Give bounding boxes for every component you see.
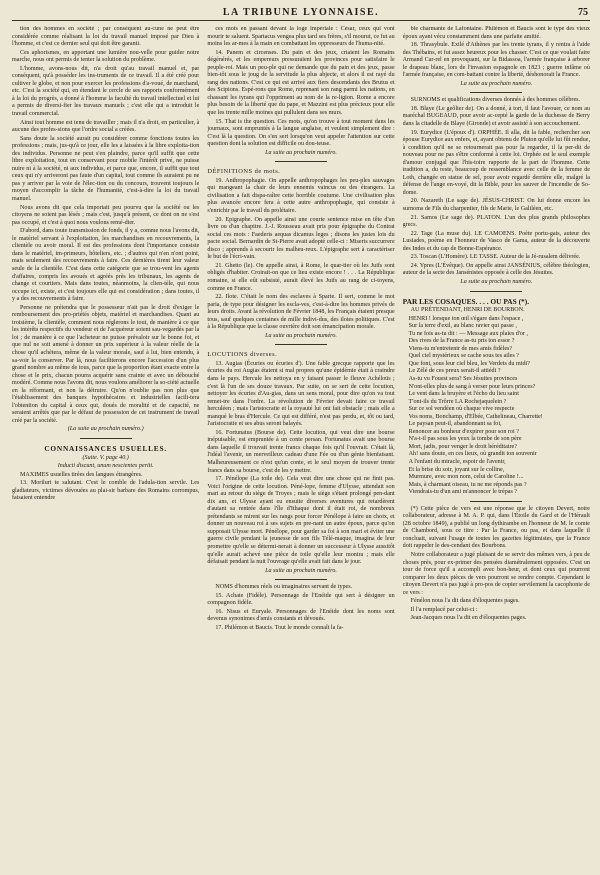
paragraph: ble charmante de Lafontaine. Philémon et Baucis sont le type des vieux époux ayant vécu constamment dans une parfaite amitié. xyxy=(402,26,590,40)
paragraph: L'homme, avons-nous dit, n'a droit qu'au travail manuel et, par conséquent, qu'à posséder les ins-truments de ce travail. Il a été créé pour cultiver le globe, et non pour exercer les professions d'a-voué, de marchand, etc. C'est la société qui, en étendant le cercle de ses rapports conformément à la loi du progrès, a donné à l'homme la faculté du travail intellectuel et lui a permis de diversi-fier les travaux manuels ; c'est elle qui a introduit le travail commercial. xyxy=(12,65,200,118)
paragraph: 16. Fortunatus (Bourse de). Cette locution, qui veut dire une bourse inépuisable, est empruntée à un conte persan. Fortunatus avait une bourse dans laquelle il trouvait trente francs chaque fois qu'il l'ouvrait. C'était là, l'idéal l'avenir, un merveilleux cadeau d'une Fée ou d'un génie bienfaisant. Malheureusement ce n'est qu'un conte, et le seul moyen de trouver trente francs dans sa bourse, c'est de les y mettre. xyxy=(207,429,395,474)
paragraph: Ainsi tout homme est tenu de travailler ; mais il n'a droit, en particulier, à aucune des profes-sions que l'ordre social a créées. xyxy=(12,119,200,134)
paragraph: 18. Blaye (Le geôlier de). On a donné, à tort, il faut l'avouer, ce nom au maréchal BUGEAUD, pour avoir ac-cepté la garde de la duchesse de Berry dans la citadelle de Blaye (Gironde) et avoir assisté à son accouchement. xyxy=(402,105,590,128)
verse-line: Murmure, avec mon nom, celui de Caroline !... xyxy=(408,474,524,481)
section-title: NOMS d'hommes réels ou imaginaires servant de types. xyxy=(215,584,353,591)
divider xyxy=(275,579,327,580)
verse-line: Ah! sans doute, en ces lieux, où grandit ton souvenir xyxy=(408,451,537,458)
verse-line: N'a-t-il pas sous les yeux la tombe de son père xyxy=(408,436,522,443)
page-header xyxy=(12,6,590,21)
paragraph: 19. Eurydice (L'époux d'). ORPHÉE. Il alla, dit la fable, rechercher son épouse Eurydice aux enfers, et, ayant obtenu de Pluton qu'elle lui fût rendue, à condition qu'il ne se retournerait pas pour la regarder, il la per-dit de nouveau pour ne pas s'être conformé à cette loi. Orphée est le seul exemple d'amour conjugal que l'his-toire rapporte de la part de l'homme. Cette tradition a, du reste, beaucoup de ressemblance avec celle de la femme de Loth, changée en statue de sel, pour avoir regardé derrière elle, malgré la défense de l'ange en-voyé, dit la Bible, pour les sauver de l'incendie de So-dome. xyxy=(402,129,590,196)
footnote: (*) Cette pièce de vers est une réponse que le citoyen Devert, notre collaborateur, adresse à M. A. P. qui, dans l'Étoile du Gard et de l'Hérault (28 octobre 1849), a publié un long dythirambe en l'honneur de M. le comte de Chambord, sous ce titre : Par la France, ou pas, et dans laquelle il concluait, suivant l'usage de toutes les gazettes légitimistes, que la France doit rappeler le des-cendant des Bourbons. xyxy=(402,505,590,550)
verse-line: As-tu vu Fouest sera? Ses Jésuites provinces xyxy=(408,375,518,382)
verse-line: Mort, jadis, pour venger le droit héréditaire? xyxy=(408,443,517,450)
verse-line: Sur ce sol vendéen où chaque vive respecte xyxy=(408,406,515,413)
continuation-note: La suite au prochain numéro. xyxy=(265,567,337,574)
verse-line: Le paysan peut-il, abandonnant sa foi, xyxy=(408,421,502,428)
divider xyxy=(470,501,522,502)
continuation-note: La suite au prochain numéro. xyxy=(460,278,533,285)
divider xyxy=(275,344,327,345)
section-title: SURNOMS et qualifications diverses donnés à des hommes célèbres. xyxy=(410,97,581,104)
verse-line: Le vent dans la bruyère et l'écho du lieu saint xyxy=(408,391,519,398)
paragraph: 22. Tage (La muse du). LE CAMOENS. Poète portu-gais, auteur des Lusiades, poème en l'honneur de Vasco de Gama, auteur de la découverte des Indes et du cap de Bonne-Espérance. xyxy=(402,230,590,252)
continuation-note: (La suite au prochain numéro.) xyxy=(67,426,144,433)
paragraph: 14. Panem et circenses. Du pain et des jeux, criaient les Romains dégénérés, et les empereurs pressuraient les provinces pour satisfaire le peuple-roi. Mais un peu-ple qui ne demande que du pain et des jeux, passe bien-tôt sous le joug de la servitude la plus abjecte, et alors il est rayé du rang des nations. C'est ce qui est arrivé aux fiers descendants des Brutus et des Scipions. Espé-rons que Rome, reprenant son rang parmi les nations, en chassant les tyrans qui l'oppriment au nom de la re-ligion. Rome a encore plus besoin de la liberté que du pape, et Mazzini est plus précieux pour elle que les trente mille moines qui pullulent dans ses murs. xyxy=(207,49,395,117)
verse-line: Renoncer au bonheur d'expirer pour son roi ? xyxy=(408,428,519,435)
verse-line: Que font, sous leur ciel bleu, les Verdets du midi? xyxy=(408,360,530,367)
paragraph: MAXIMES usuelles tirées des langues étrangères. xyxy=(20,471,143,478)
continuation-note: La suite au prochain numéro. xyxy=(460,80,533,87)
paragraph: 13. Moriluri te salutant. C'est le comble de l'adula-tion servile. Les gladiateurs, victimes dévouées au plai-sir barbare des Romains corrompus, faisaient entendre xyxy=(12,480,200,502)
paragraph: 24. Ypres (L'Évêque). On appelle ainsi JANSÉNIUS, célèbre théologien, auteur de la secte des Jansénistes opposée à celle des Jésuites. xyxy=(402,262,590,277)
section-title: LOCUTIONS diverses. xyxy=(207,351,278,359)
paragraph: tion des hommes en société ; par conséquent au-cune ne peut être considérée comme réalisant la loi du travail manuel imposé par Dieu à l'homme, et c'est ce dernier seul qui doit être garanti. xyxy=(12,26,200,48)
poem-dedication: AU PRÉTENDANT, HENRI DE BOURBON. xyxy=(410,307,525,314)
footnote: Il l'a remplacé par celui-ci : xyxy=(410,606,478,613)
continuation-note: La suite au prochain numéro. xyxy=(265,332,337,339)
divider xyxy=(80,438,132,439)
verse-line: Vos noms, Bonchamp, d'Elbée, Cathelineau, Charrette! xyxy=(408,413,543,420)
column-2 xyxy=(207,26,394,874)
verse-line: Viendrais-tu d'un ami m'annoncer le trépas ? xyxy=(408,489,518,496)
verse-line: Tu ne fois as-tu dit : — Message aux plaies d'or , xyxy=(408,330,529,337)
column-3 xyxy=(403,26,590,874)
section-title: DÉFINITIONS de mots. xyxy=(207,168,281,176)
paragraph: 20. Epigraphe. On appelle ainsi une courte sentence mise en tête d'un livre ou d'un chapitre. J.-J. Rousseau avait pris pour épigraphe du Contrat social ces mots : Faederis aequas dicamus leges ; disons les justes lois du pacte social. Bernardin de St-Pierre avait adopté celle-ci : Miseris succurrere disco ; apprends à secourir les malheu-reux. L'épigraphe sert à caractériser le but de l'écri-vain. xyxy=(207,216,395,261)
verse-line: Mais, à charmant oiseau, tu ne me réponds pas ? xyxy=(408,481,527,488)
paragraph: 21. Samos (Le sage de). PLATON. L'un des plus grands philosophes grecs. xyxy=(402,214,590,229)
section-title: CONNAISSANCES USUELLES. xyxy=(44,443,167,453)
paragraph: 15. That is the question. Ces mots, qu'on trouve à tout moment dans les journaux, sont empruntés à la langue anglaise, et veulent simplement dire : C'est là la question. On s'en sert lorsqu'on veut appeler l'attention sur cette question dont la solution est difficile ou dou-teuse. xyxy=(207,118,395,148)
column-1 xyxy=(12,26,199,874)
divider xyxy=(470,92,522,93)
paragraph: 18. Thrasybule. Exilé d'Athènes par les trente tyrans, il y rentra à l'aide des Thébains, et fut assez heureux pour les chasser. C'est ce que voulait faire Armand Car-rel en provoquant, sur la Bidassoa, l'armée française à arborer le drapeau blanc, lors de l'invasion espagnole en 1823 ; guerre infâme où l'armée française, en com-battant contre la liberté, déshonorait la France. xyxy=(402,42,590,79)
paragraph: 21. Ghetto (le). On appelle ainsi, à Rome, le quar-tier où les Juifs sont obligés d'habiter. Croirait-on que ce lieu existe encore ! . . . La République romaine, si elle eût subsisté, aurait élevé les Juifs au rang de ci-toyens, comme en France. xyxy=(207,262,395,292)
paragraph: 17. Pénélope (La toile de). Cela veut dire une chose qui ne finit pas. Voici l'origine de cette locution. Péné-lope, femme d'Ulysse, attendait son mari au retour du siège de Troyes ; mais le siège s'étant prolongé pen-dant dix ans, et Ulysse ayant eu ensuite diverses aventures qui retardèrent d'autant sa rentrée dans l'île d'Ithaque dont il était roi, de nombreux prétendants se mirent sur les rangs pour forcer Pénélope à faire un choix, et donner un nouveau roi à ses sujets en pre-nant un autre époux, parce qu'on supposait Ulysse mort. Pénélope, pour garder sa foi à son mari et éviter une guerre civile pendant la jeunesse de son fils Télé-maque, imagina de leur promettre qu'elle se détermi-nerait à donner un successeur à Ulysse aussitôt qu'elle aurait achevé une pièce de toile qu'elle leur montra ; mais elle défaisait pendant la nuit l'ouvrage qu'elle avait fait dans le jour. xyxy=(207,476,395,566)
paragraph: 22. Ilote. C'était le nom des esclaves à Sparte. Il sert, comme le mot paria, de type pour désigner les escla-ves, c'est-à-dire les hommes privés de leurs droits. Avant la révolution de Février 1848, les Français étaient presque tous, sauf quelques centaines de mille indivi-dus, des ilotes politiques. C'est à la République que la classe ouvrière doit son émancipation morale. xyxy=(207,294,395,331)
paragraph: 16. Nisus et Euryale. Personnages de l'Enéide dont les noms sont devenus synonimes d'amis constants et dévoués. xyxy=(207,608,395,623)
divider xyxy=(275,161,327,162)
verse-line: Sur la terre d'exil, au blanc ravier qui passe , xyxy=(408,323,517,330)
verse-line: Et la brise du soir, joyant sur le colline, xyxy=(408,466,505,473)
footnote: Notre collaborateur a jugé plaisant de se servir des mêmes vers, à peu de choses près, pour ex-primer des pensées diamétralement opposées. C'est un tour de force qu'il a accompli avec bon-heur, et dont ceux qui pourront comparer les deux pièces de vers pourront se rendre compte. Cependant le citoyen Devert n'a pas jugé à pro-pos de copier servilement la cacophonie de ce vers : xyxy=(402,552,590,596)
verse-line: Le Zélé de ces preux serait-il attiédi ? xyxy=(408,368,501,375)
paragraph: 17. Philémon et Baucis. Tout le monde connaît la fa- xyxy=(215,624,344,631)
paragraph: 20. Nazareth (Le sage de). JÉSUS-CHRIST. On lui donne encore les surnoms de Fils du charpentier, fils de Marie, le Galiléen, etc. xyxy=(402,198,590,213)
paragraph: Ces aphorismes, en apportant une lumière nou-velle pour guider notre marche, nous ont permis de tenter la solution du problème. xyxy=(12,49,200,64)
verse-line: T'ont-ils du Trôrre LA Rochejaquelein ? xyxy=(408,398,507,405)
quoted-verse: Fénélon nous l'a dit dans d'éloquentes pages. xyxy=(410,598,520,605)
paragraph: Sans doute la société aurait pu considérer comme fonctions toutes les professions ; mais, jus-qu'à ce jour, elle les a laissées à la libre exploita-tion des individus. Personne ne peut s'en plaindre, parce qu'il suffit que cette libre exploitation, tout en conservant pour mobile l'intérêt privé, ne puisse nuire ni à la société, ni aux individus, et parce que, encore, il suffit que tout ceux qui n'y arriveront pas faute d'un capital, tout comme ils auraient pu ne pas y arriver par la voie de l'élec-tion ou du concours, trouvent toujours le moyen d'accomplir la tâche de l'humanité, c'est-à-dire la loi du travail manuel. xyxy=(12,135,200,203)
section-subtitle: (Suite. V. page 40.) xyxy=(82,454,129,461)
verse-line: Des rives de la France as-tu pris ton essor ? xyxy=(408,338,515,345)
poem-title: PAR LES COSAQUES. . . . OU PAS (*). xyxy=(402,296,530,306)
continuation-note: La suite au prochain numéro. xyxy=(265,149,337,156)
verse-line: HENRI ! lorsque ton œil s'égare dans l'espace , xyxy=(408,315,524,322)
paragraph: 13. Augias (Écuries ou écuries d'). Une fable grecque rapporte que les écuries du roi Augias étaient si mal propres qu'une épidémie était à craindre dans le pays. Hercule les nettoya en y faisant passer le fleuve Achéloüs ; c'est là l'un de ses douze travaux. Par suite, on se sert de cette locution, nettoyer les écuries d'Au-gias, dans un sens moral, pour dire qu'on va tout remet-tre dans l'ordre. La révolution de Février devait faire ce travail herculéen ; mais l'aristocratie et la royauté lui ont fait obstacle ; mais elle a manqué le bras d'Hercule. Ce qui est différé, n'est pas perdu, et, tôt ou tard, l'aristocratie et ses abus seront balayés. xyxy=(207,360,395,428)
divider xyxy=(470,291,522,292)
latin-motto: Inducti discunt, unum nescientes periti. xyxy=(57,463,154,470)
verse-line: A l'enfant du miracle, espoir de l'avenir, xyxy=(408,458,506,465)
paragraph: Nous avons dit que cela importait peu pourvu que la société ou les citoyens ne soient pas lésés ; mais c'est, jusqu'à présent, ce dont on ne s'est pas occupé, et c'est à quoi nous voulons remé-dier. xyxy=(12,204,200,226)
paragraph: 15. Achate (Fidèle). Personnage de l'Enéide qui sert à désigner un compagnon fidèle. xyxy=(207,592,395,607)
paragraph: Personne ne prétendra que le possesseur n'ait pas le droit d'exiger le remboursement des pro-priétés objets, matériel et marchandises. Quant au troisième, la clientèle, comment nous réglerons le tout, de manière à ce que les intérêts respectifs du vendeur et de l'acquéreur soient sau-vegardés par la loi ; de manière à ce que l'acheteur ne puisse prévaloir sur le bonne foi, et que nul ne soit amené à donner un prix supérieur à la valeur réelle de la chose qu'il achètera, même de la valeur morale, sauf à lui, bien entendu, à sa-voir la conserver. Par là, nous faciliterons encore l'accession d'un plus grand nombre au même de tous, parce que la proportion étant exacte entre la chose et le prix, chacun pourra acquérir sans crainte et avec un débouché modéré. Comme nous l'avons dit, nous voulons améliorer la so-ciété actuelle en la réformant, et non la détruire. Qu'on n'oublie pas non plus que l'établissement des banques hypothécaires et industrielles facili-tera l'obtention du capital à ceux qui, doués de moralité et de capacité, ne seraient arrêtés que par le défaut de possession de cet instrument de travail créé par la société. xyxy=(12,304,200,424)
page-number: 75 xyxy=(578,7,588,18)
paragraph: ces mots en passant devant la loge impériale : César, ceux qui vont mourir te saluent. Spartacus vengea plus tard ses frères, s'il mourut, ce fut au moins les ar-mes à la main en combattant les oppresseurs de l'huma-nité. xyxy=(207,26,395,48)
verse-line: N'ont-elles plus de sang à verser pour leurs princes? xyxy=(408,383,536,390)
paragraph: 19. Anthropophagie. On appelle anthropophages les peu-ples sauvages qui mangeant la chair de leurs ennemis vaincus ou des étrangers. La civilisation a fait dispa-raître cette horrible coutume. Une civilisation plus plus avancée encore fera à cette autre anthropophagie, qui consiste à s'enrichir par le travail du prolétaire. xyxy=(207,177,395,215)
verse-line: Quel ciel mystérieux se cache sous tes ailes ? xyxy=(408,353,519,360)
poem-verses xyxy=(403,316,590,497)
verse-line: Viens-tu m'entretenir de mes amis fidèles? xyxy=(408,345,513,352)
paragraph: D'abord, dans toute transmission de fonds, il y a, comme nous l'avons dit, le matériel servant à l'exploitation, les marchandises en recouvrements, la clientèle ou avoir moral. Il est des professions dont l'importance consiste dans le matériel, im-primeurs, hôteliers, etc. ; d'autres qui n'en n'ont point, mais seulement des recouvrements à faire. Ces dernières tirent leur valeur seule de la clientèle. C'est dans cette catégorie que se trou-vent les agents d'affaires, compris les avoués et agréés près les tribunaux, les agents de change et courtiers. Mais dans toutes, néanmoins, la clien-tèle, qui nous occupe ici, existe, et c'est toujours elle qui est considération ; dans toutes, il y a des recouvrements à faire. xyxy=(12,228,200,303)
paragraph: 23. Toscan (L'Homère). LE TASSE. Auteur de la Jé-rusalem délivrée. xyxy=(410,254,581,261)
quoted-verse: Jean-Jacques nous l'a dit en d'éloquentes pages. xyxy=(410,615,527,622)
newspaper-title: LA TRIBUNE LYONNAISE. xyxy=(222,7,380,18)
